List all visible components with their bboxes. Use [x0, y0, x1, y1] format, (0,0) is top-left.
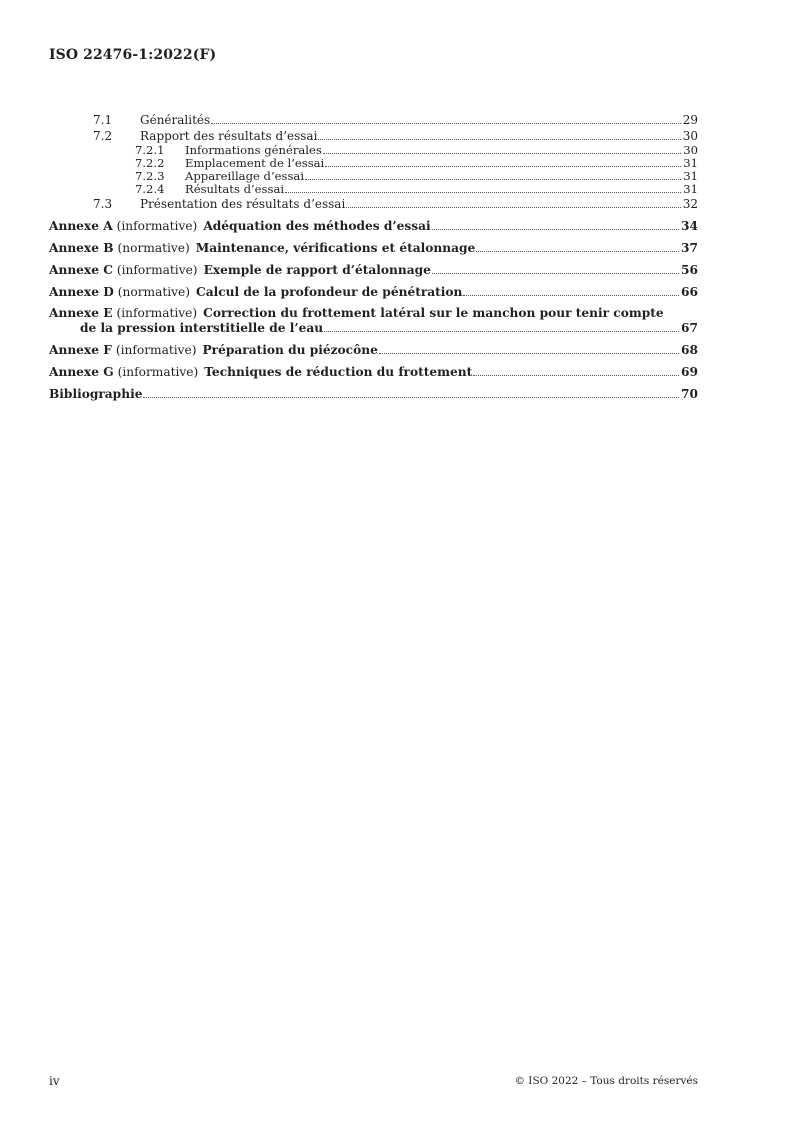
annex-kind: (informative)	[115, 343, 197, 357]
toc-entry-title: Appareillage d’essai	[185, 169, 305, 183]
dot-leader	[432, 273, 679, 274]
toc-entry-title: Résultats d’essai	[185, 182, 285, 196]
annex-title-line2: de la pression interstitielle de l’eau	[80, 321, 324, 335]
toc-entry-number: 7.2.1	[135, 143, 165, 157]
dot-leader	[285, 192, 681, 193]
toc-entry-7-3[interactable]	[49, 196, 698, 212]
annex-title-line1: Correction du frottement latéral sur le manchon pour tenir compte	[203, 306, 664, 320]
copyright-notice: © ISO 2022 – Tous droits réservés	[514, 1075, 698, 1087]
annex-label: Annexe E	[49, 306, 113, 320]
dot-leader	[473, 375, 679, 376]
toc-entry-number: 7.3	[93, 197, 113, 211]
toc-annex-b[interactable]	[49, 240, 698, 256]
dot-leader	[476, 251, 679, 252]
toc-entry-title: Emplacement de l’essai	[185, 156, 325, 170]
annex-label: Annexe F	[49, 343, 112, 357]
toc-entry-7-1[interactable]	[49, 112, 698, 128]
toc-entry-number: 7.2.3	[135, 169, 165, 183]
toc-annex-e[interactable]	[49, 306, 698, 336]
toc-annex-c[interactable]	[49, 262, 698, 278]
annex-page: 66	[681, 285, 698, 299]
page-number: iv	[49, 1074, 60, 1088]
annex-label: Annexe C	[49, 263, 113, 277]
annex-label: Annexe G	[49, 365, 114, 379]
dot-leader	[325, 166, 681, 167]
annex-title: Exemple de rapport d’étalonnage	[203, 263, 431, 277]
dot-leader	[432, 229, 679, 230]
annex-label: Annexe D	[49, 285, 114, 299]
toc-entry-page: 29	[682, 113, 698, 127]
toc-entry-7-2-4[interactable]	[49, 183, 698, 196]
toc-entry-page: 31	[683, 182, 698, 196]
toc-entry-page: 31	[683, 169, 698, 183]
dot-leader	[323, 153, 681, 154]
toc-bibliography[interactable]	[49, 386, 698, 402]
annex-label: Annexe B	[49, 241, 114, 255]
toc-annex-a[interactable]	[49, 218, 698, 234]
toc-entry-page: 31	[683, 156, 698, 170]
dot-leader	[463, 295, 679, 296]
dot-leader	[346, 207, 680, 208]
table-of-contents	[49, 112, 698, 402]
annex-kind: (informative)	[116, 219, 198, 233]
toc-entry-page: 30	[683, 143, 698, 157]
toc-entry-number: 7.1	[93, 113, 113, 127]
annex-title: Adéquation des méthodes d’essai	[203, 219, 431, 233]
toc-entry-page: 32	[682, 197, 698, 211]
annex-kind: (informative)	[116, 263, 198, 277]
toc-entry-number: 7.2.2	[135, 156, 165, 170]
annex-label: Annexe A	[49, 219, 113, 233]
annex-kind: (informative)	[116, 306, 198, 320]
dot-leader	[211, 123, 681, 124]
toc-entry-title: Généralités	[140, 113, 211, 127]
annex-page: 69	[681, 365, 698, 379]
annex-title: Techniques de réduction du frottement	[204, 365, 473, 379]
toc-annex-f[interactable]	[49, 342, 698, 358]
annex-title: Calcul de la profondeur de pénétration	[196, 285, 463, 299]
annex-page: 56	[681, 263, 698, 277]
toc-entry-title: Rapport des résultats d’essai	[140, 129, 318, 143]
dot-leader	[379, 353, 679, 354]
annex-page: 68	[681, 343, 698, 357]
bibliography-title: Bibliographie	[49, 387, 143, 401]
toc-entry-page: 30	[682, 129, 698, 143]
toc-annex-g[interactable]	[49, 364, 698, 380]
annex-kind: (normative)	[117, 241, 190, 255]
toc-annex-d[interactable]	[49, 284, 698, 300]
annex-kind: (normative)	[117, 285, 191, 299]
annex-title: Maintenance, vérifications et étalonnage	[195, 241, 476, 255]
annex-title: Préparation du piézocône	[202, 343, 378, 357]
bibliography-page: 70	[681, 387, 698, 401]
annex-page: 37	[681, 241, 698, 255]
document-id: ISO 22476-1:2022(F)	[49, 47, 217, 63]
annex-page: 34	[681, 219, 698, 233]
toc-entry-number: 7.2.4	[135, 182, 165, 196]
annex-page: 67	[681, 321, 698, 335]
dot-leader	[305, 179, 681, 180]
toc-entry-number: 7.2	[93, 129, 113, 143]
dot-leader	[318, 139, 680, 140]
dot-leader	[324, 331, 679, 332]
toc-entry-title: Informations générales	[185, 143, 322, 157]
dot-leader	[143, 397, 679, 398]
toc-entry-7-2[interactable]	[49, 128, 698, 144]
toc-entry-title: Présentation des résultats d’essai	[140, 197, 346, 211]
annex-kind: (informative)	[117, 365, 199, 379]
